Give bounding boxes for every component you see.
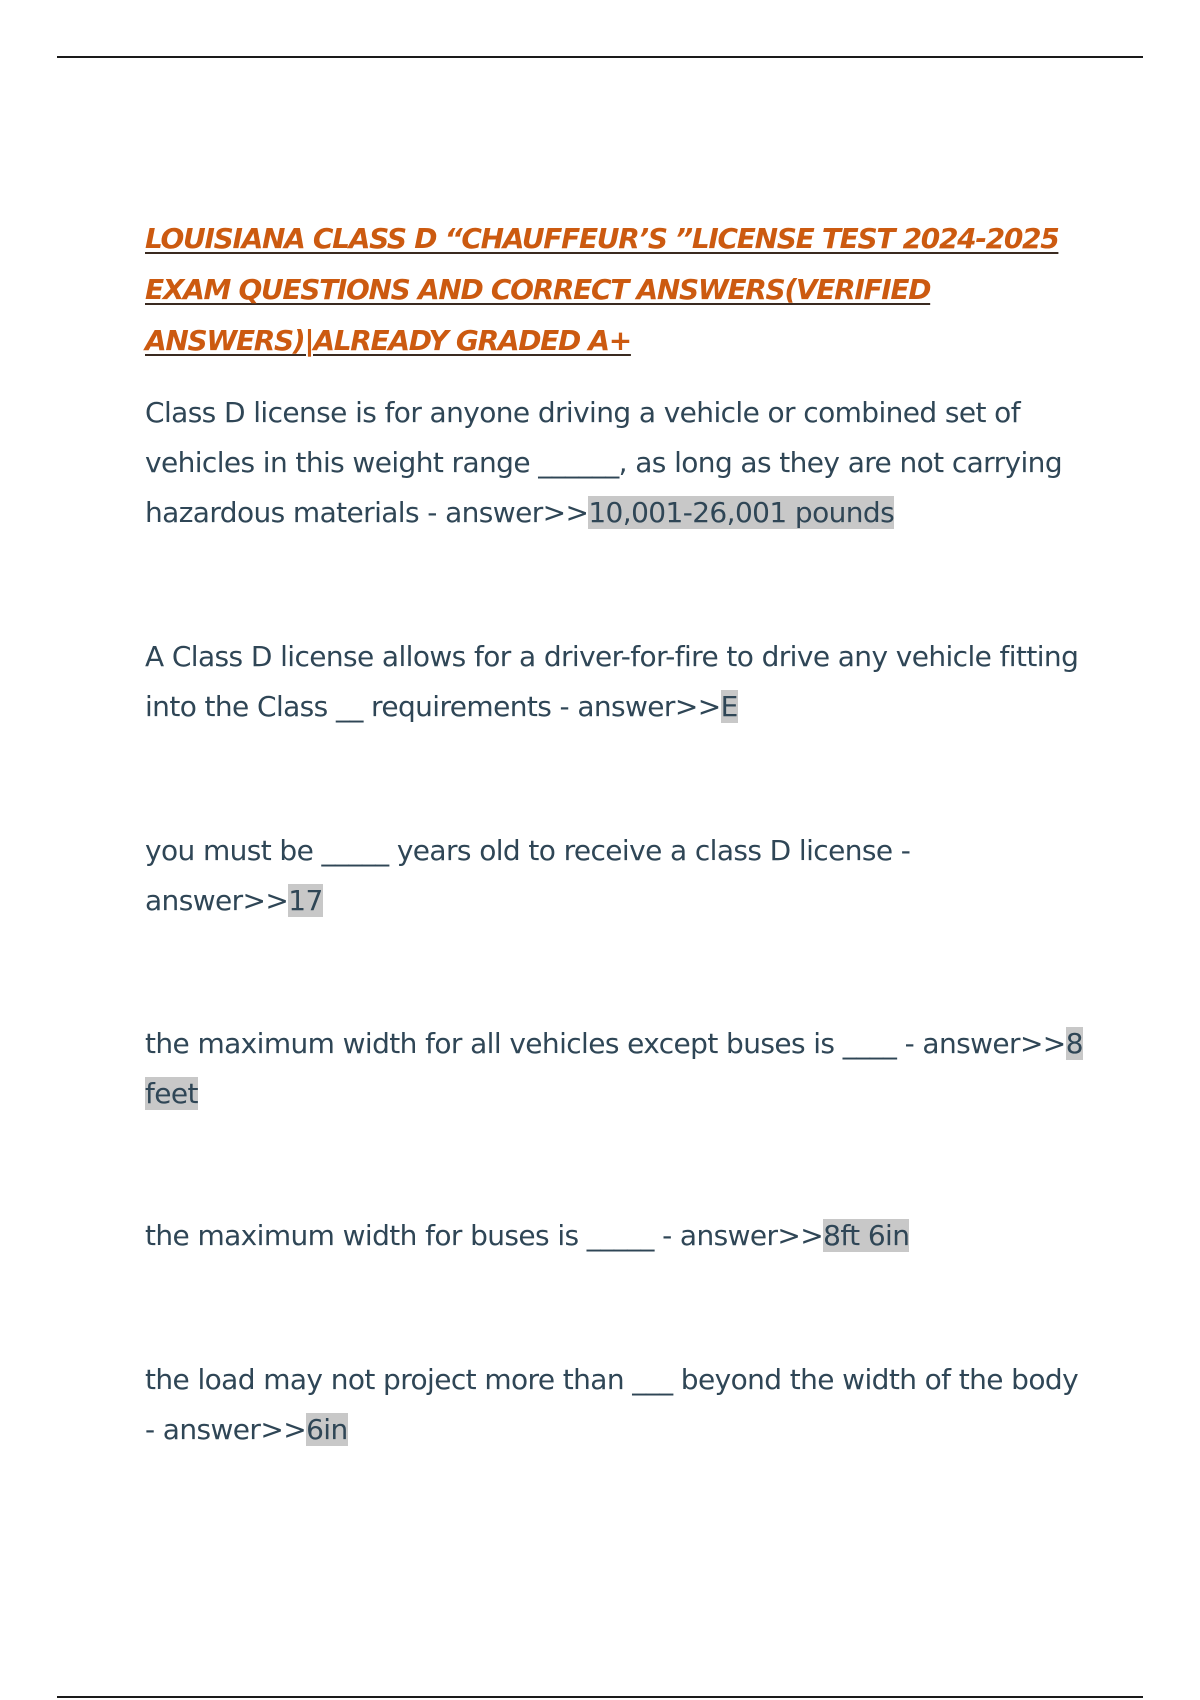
question-item: [145, 1211, 1090, 1261]
answer-highlight: 6in: [306, 1413, 348, 1446]
answer-highlight: 8ft 6in: [823, 1219, 910, 1252]
question-text: the maximum width for buses is _____ - answer>>: [145, 1219, 824, 1252]
bottom-rule: [57, 1696, 1143, 1698]
answer-highlight: 10,001-26,001 pounds: [588, 496, 895, 529]
question-text: A Class D license allows for a driver-for-fire to drive any vehicle fitting into the Class __ requirements - answer>>: [145, 640, 1079, 723]
question-item: [145, 1019, 1090, 1119]
question-text: you must be _____ years old to receive a class D license - answer>>: [145, 834, 911, 917]
question-text: the load may not project more than ___ beyond the width of the body - answer>>: [145, 1363, 1079, 1446]
answer-highlight: 17: [288, 884, 323, 917]
question-item: [145, 1355, 1090, 1455]
question-item: [145, 388, 1090, 538]
page-title: LOUISIANA CLASS D “CHAUFFEUR’S ”LICENSE TEST 2024-2025 EXAM QUESTIONS AND CORRECT ANSWERS(VERIFIED ANSWERS)|ALREADY GRADED A+: [145, 222, 1059, 357]
answer-highlight: 8 feet: [145, 1027, 1083, 1110]
question-text: the maximum width for all vehicles except buses is ____ - answer>>: [145, 1027, 1066, 1060]
question-item: [145, 632, 1090, 732]
top-rule: [57, 56, 1143, 58]
question-item: [145, 826, 1090, 926]
answer-highlight: E: [720, 690, 738, 723]
question-text: Class D license is for anyone driving a vehicle or combined set of vehicles in this weight range ______, as long as they are not carrying hazardous materials - answer>>: [145, 396, 1062, 529]
